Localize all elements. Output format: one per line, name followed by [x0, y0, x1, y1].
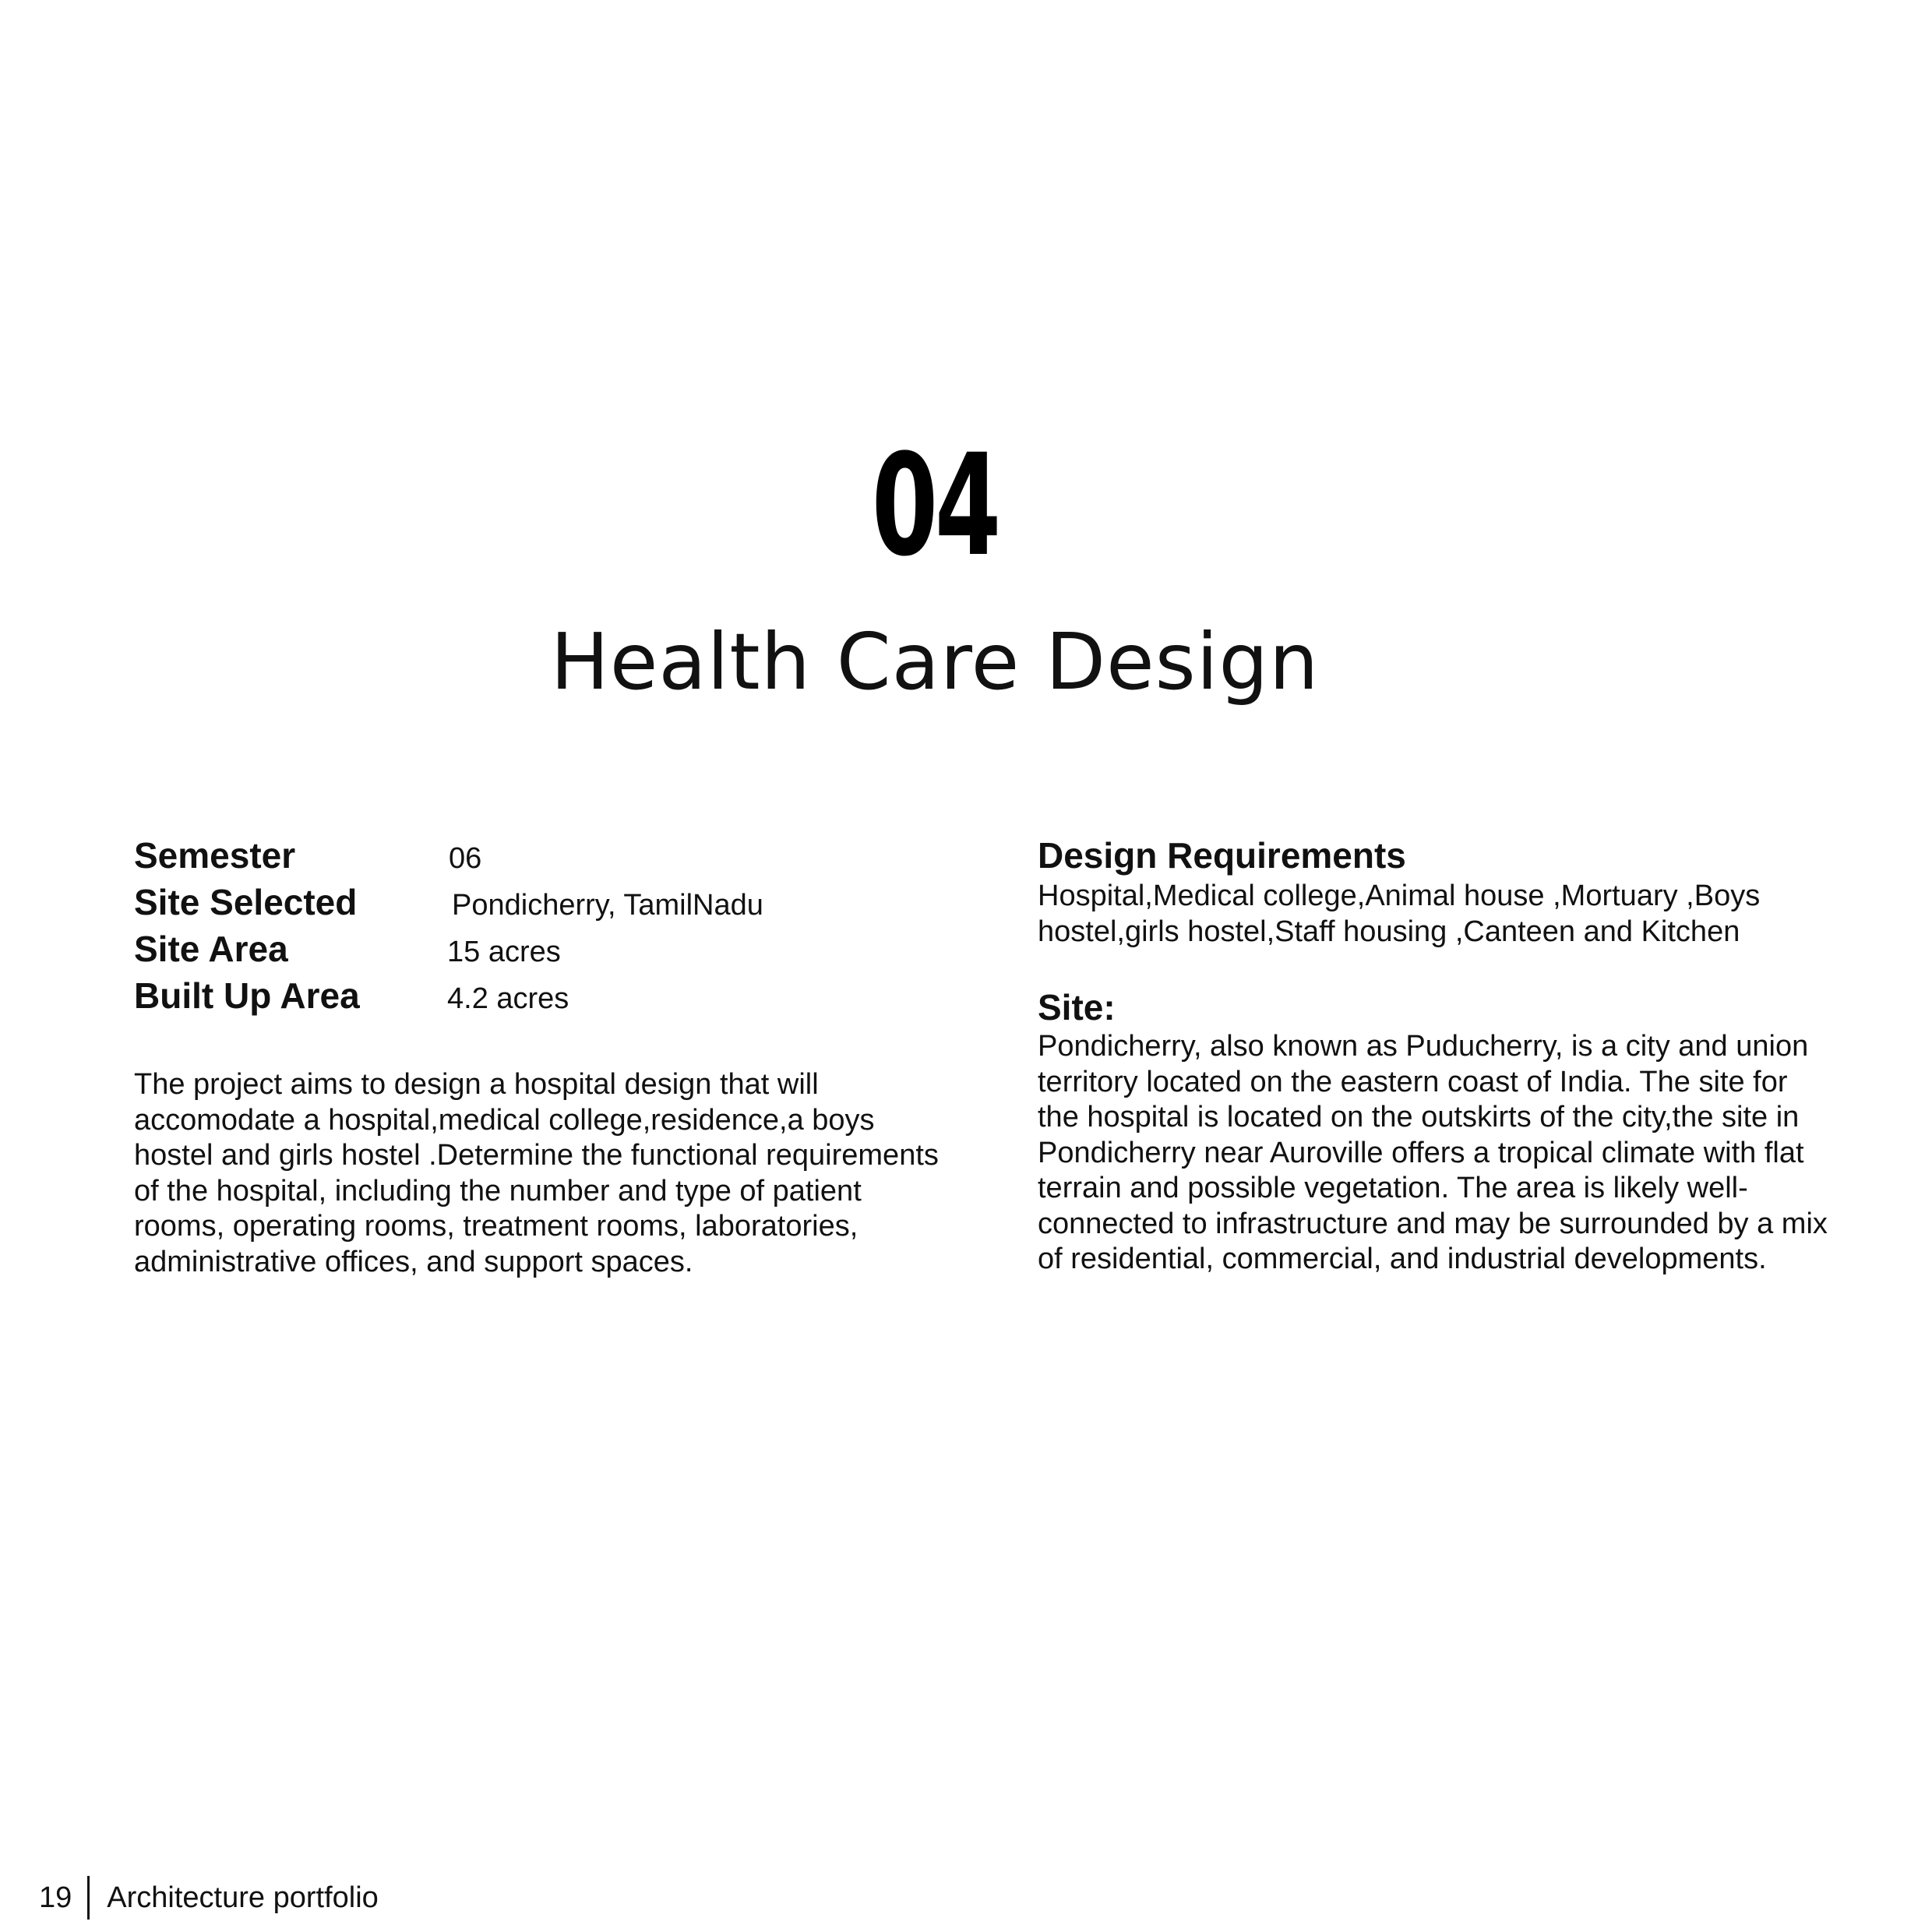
info-row-site-selected [134, 879, 952, 925]
info-row-site-area [134, 925, 952, 972]
footer-label: Architecture portfolio [107, 1881, 379, 1914]
project-number: 04 [871, 425, 999, 587]
info-value: 4.2 acres [447, 982, 569, 1015]
design-requirements-text: Hospital,Medical college,Animal house ,Mortuary ,Boys hostel,girls hostel,Staff housing ,Canteen and Kitchen [1038, 880, 1761, 948]
info-label: Semester [134, 835, 296, 876]
info-label: Site Area [134, 929, 288, 969]
site-description: Pondicherry, also known as Puducherry, is a city and union territory located on the eastern coast of India. The site for the hospital is located on the outskirts of the city,the site in Pondicherry near Auroville offers a tropical climate with flat terrain and possible vegetation. The area is likely well-connected to infrastructure and may be surrounded by a mix of residential, commercial, and industrial developments. [1038, 1030, 1828, 1275]
page-number: 19 [39, 1881, 72, 1914]
info-label: Built Up Area [134, 975, 360, 1016]
site-heading: Site: [1038, 987, 1116, 1028]
info-value: Pondicherry, TamilNadu [452, 889, 763, 922]
project-info-table [134, 832, 952, 1019]
project-title: Health Care Design [550, 616, 1320, 707]
requirements-column [1038, 832, 1832, 1278]
design-requirements-heading: Design Requirements [1038, 835, 1406, 876]
info-label: Site Selected [134, 882, 358, 922]
info-row-built-up-area [134, 972, 952, 1019]
project-description: The project aims to design a hospital design that will accomodate a hospital,medical college,residence,a boys hostel and girls hostel .Determine the functional requirements of the hospital, including the number and type of patient rooms, operating rooms, treatment rooms, laboratories, administrative offices, and support spaces. [134, 1068, 939, 1278]
footer-divider [87, 1876, 90, 1920]
info-value: 06 [449, 842, 482, 875]
page-footer [39, 1876, 379, 1920]
info-value: 15 acres [447, 936, 561, 968]
info-row-semester [134, 832, 952, 879]
